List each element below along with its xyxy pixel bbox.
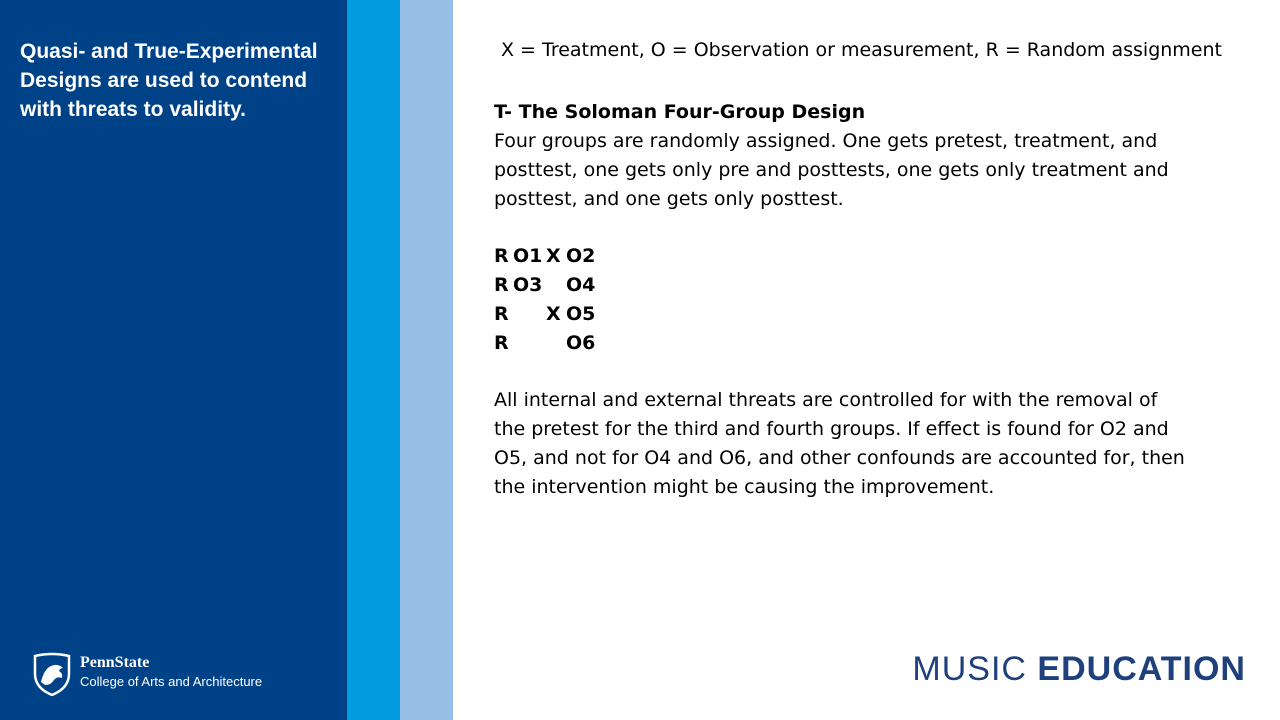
pennstate-logo [32,652,292,698]
design-row: R O3 O4 [494,274,596,296]
logo-subtitle: College of Arts and Architecture [80,674,263,689]
sidebar-panel [0,0,347,720]
design-conclusion: All internal and external threats are controlled for with the removal of the pretest for the third and fourth groups. If effect is found for O2 and O5, and not for O4 and O6, and other confounds are accounted for, then the intervention might be causing the improvement. [494,389,1185,498]
brand-word-education: EDUCATION [1037,650,1246,688]
design-row: R O1 X O2 [494,245,596,267]
design-notation [494,242,606,358]
design-description: Four groups are randomly assigned. One gets pretest, treatment, and posttest, one gets only pre and posttests, one gets only treatment and posttest, and one gets only posttest. [494,130,1169,210]
nittany-lion-shield-icon [32,652,72,696]
design-row: R O6 [494,332,596,354]
accent-stripe-light [400,0,453,720]
design-heading: T- The Soloman Four-Group Design [494,101,866,123]
music-education-wordmark [912,648,1246,690]
notation-legend: X = Treatment, O = Observation or measurement, R = Random assignment [501,39,1222,61]
brand-word-music: MUSIC [912,650,1027,688]
logo-wordmark: PennState [80,654,150,671]
slide-section-title: Quasi- and True-Experimental Designs are used to contend with threats to validity. [20,40,318,121]
design-row: R X O5 [494,303,596,325]
accent-stripe-blue [347,0,400,720]
